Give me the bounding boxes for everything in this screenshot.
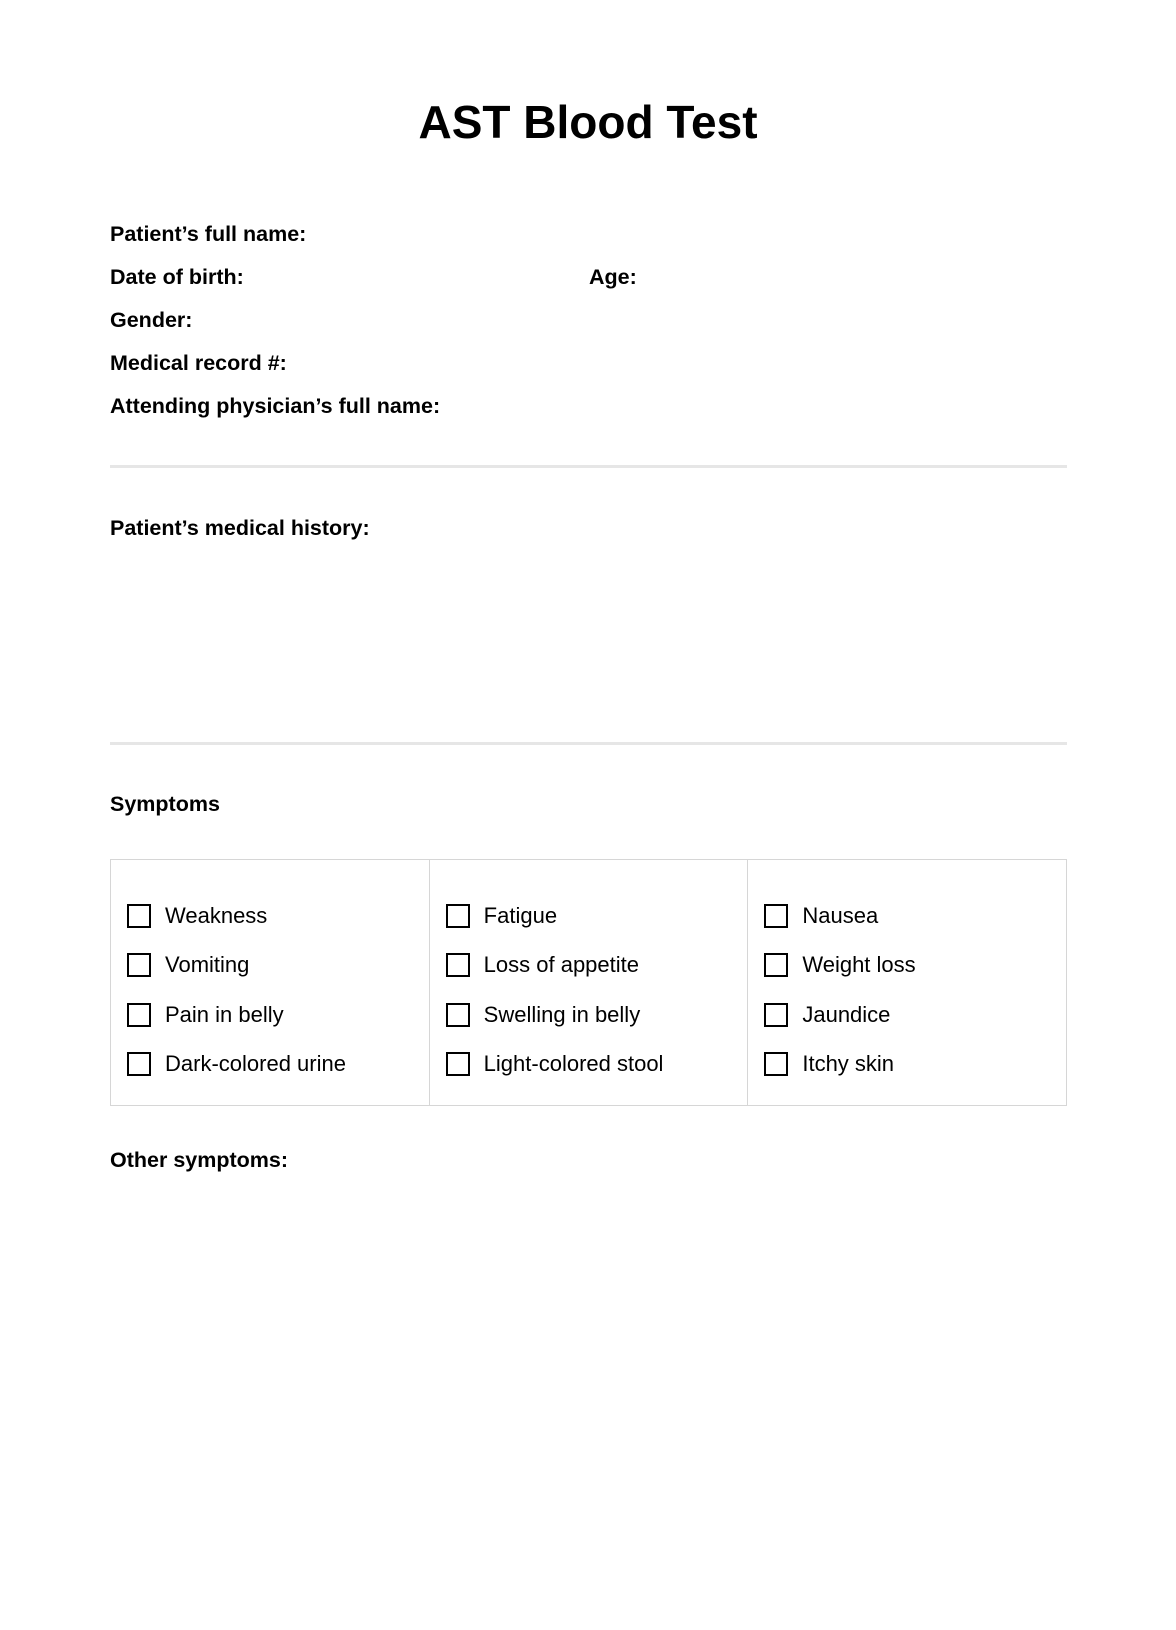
date-of-birth-label: Date of birth:	[110, 265, 244, 289]
medical-history-label: Patient’s medical history:	[110, 516, 370, 540]
symptom-item[interactable]	[764, 941, 1066, 991]
symptom-label: Loss of appetite	[483, 952, 640, 978]
symptom-item[interactable]	[764, 1040, 1066, 1090]
symptom-checkbox[interactable]	[764, 953, 788, 977]
symptom-checkbox[interactable]	[127, 904, 151, 928]
other-symptoms-label: Other symptoms:	[110, 1148, 289, 1172]
attending-physician-label: Attending physician’s full name:	[110, 394, 441, 418]
symptom-checkbox[interactable]	[446, 1003, 470, 1027]
symptom-checkbox[interactable]	[446, 1052, 470, 1076]
symptom-item[interactable]	[764, 990, 1066, 1040]
age-label: Age:	[589, 265, 637, 289]
symptoms-column	[429, 860, 748, 1105]
gender-label: Gender:	[110, 308, 193, 332]
symptom-label: Pain in belly	[165, 1001, 284, 1027]
symptom-checkbox[interactable]	[127, 1003, 151, 1027]
patient-full-name-label: Patient’s full name:	[110, 222, 307, 246]
symptom-checkbox[interactable]	[764, 1003, 788, 1027]
symptom-label: Itchy skin	[802, 1051, 895, 1077]
symptom-item[interactable]	[446, 891, 748, 941]
symptom-item[interactable]	[446, 941, 748, 991]
section-divider	[110, 465, 1067, 468]
section-divider	[110, 742, 1067, 745]
symptom-checkbox[interactable]	[764, 904, 788, 928]
symptoms-column	[111, 860, 429, 1105]
symptom-label: Light-colored stool	[483, 1051, 664, 1077]
symptom-label: Fatigue	[483, 902, 558, 928]
symptom-checkbox[interactable]	[127, 953, 151, 977]
symptom-label: Swelling in belly	[483, 1001, 641, 1027]
symptom-label: Weight loss	[802, 952, 916, 978]
symptom-label: Weakness	[165, 902, 268, 928]
symptom-checkbox[interactable]	[446, 953, 470, 977]
symptom-label: Jaundice	[802, 1001, 891, 1027]
symptom-item[interactable]	[764, 891, 1066, 941]
symptom-label: Vomiting	[165, 952, 250, 978]
symptom-item[interactable]	[127, 891, 429, 941]
symptom-item[interactable]	[127, 1040, 429, 1090]
symptoms-checklist	[110, 859, 1067, 1106]
symptom-item[interactable]	[127, 990, 429, 1040]
page-title: AST Blood Test	[418, 96, 758, 148]
symptom-item[interactable]	[446, 1040, 748, 1090]
symptoms-heading: Symptoms	[110, 792, 220, 816]
symptom-checkbox[interactable]	[764, 1052, 788, 1076]
symptom-label: Dark-colored urine	[165, 1051, 346, 1077]
medical-record-label: Medical record #:	[110, 351, 287, 375]
symptom-item[interactable]	[446, 990, 748, 1040]
symptom-item[interactable]	[127, 941, 429, 991]
symptom-label: Nausea	[802, 902, 879, 928]
symptoms-column	[747, 860, 1066, 1105]
symptom-checkbox[interactable]	[446, 904, 470, 928]
symptom-checkbox[interactable]	[127, 1052, 151, 1076]
